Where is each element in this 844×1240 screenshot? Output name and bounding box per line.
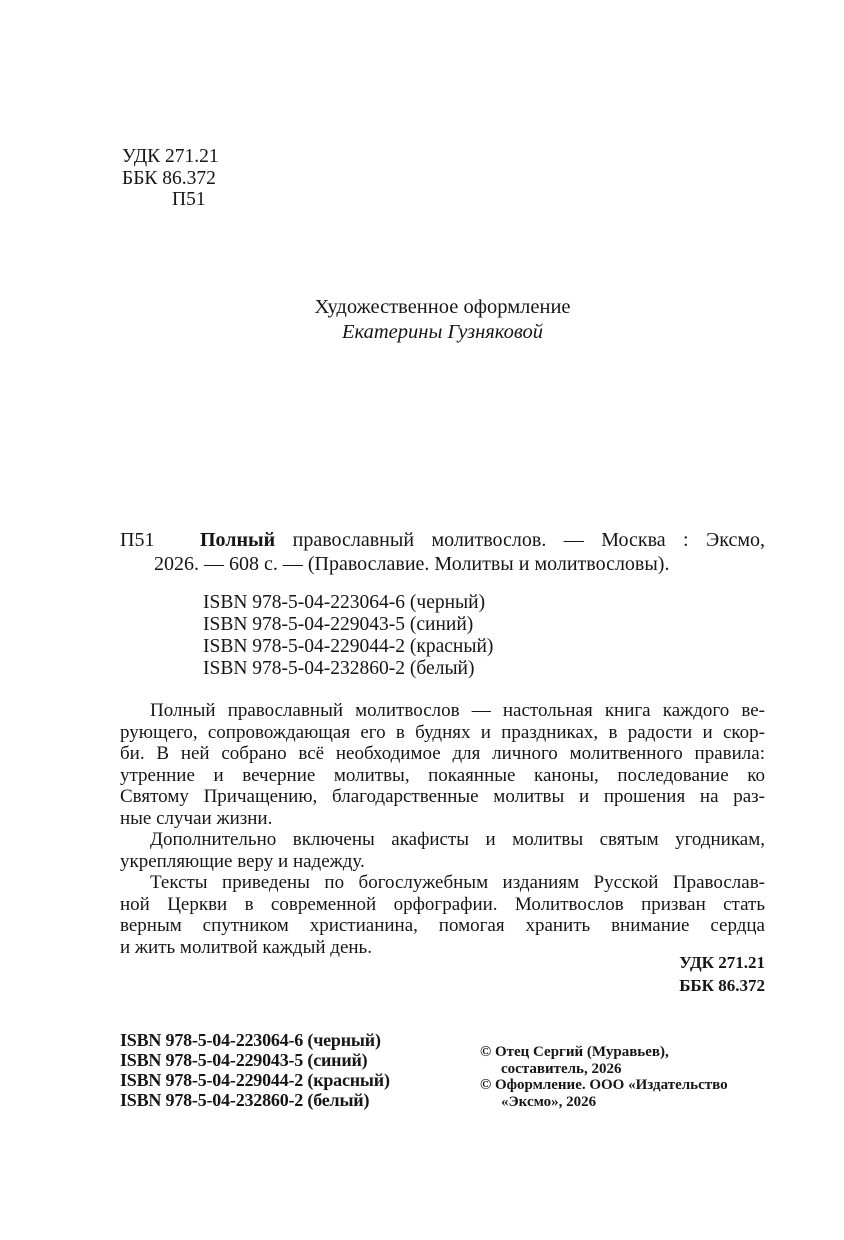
- copyright-block: [480, 1044, 800, 1110]
- text-line: ISBN 978-5-04-232860-2 (белый): [203, 658, 475, 679]
- text-line: Дополнительно включены акафисты и молитвы святым угодникам,: [150, 829, 765, 850]
- catalog-entry-line1: [120, 528, 765, 552]
- text-line: ISBN 978-5-04-229043-5 (синий): [120, 1050, 368, 1070]
- text-line: би. В ней собрано всё необходимое для личного молитвенного правила:: [120, 743, 765, 764]
- text-line: © Оформление. ООО «Издательство: [480, 1077, 728, 1093]
- text-line: ISBN 978-5-04-229044-2 (красный): [203, 636, 494, 657]
- catalog-title-rest: православный молитвослов. — Москва : Эксмо,: [275, 529, 765, 551]
- author-sign: П51: [172, 189, 206, 210]
- design-credit: [120, 295, 765, 345]
- isbn-list-bottom: [120, 1030, 390, 1110]
- text-line: верным спутником христианина, помогая хранить внимание сердца: [120, 915, 765, 936]
- bbk-code-bottom: ББК 86.372: [679, 975, 765, 995]
- text-line: и жить молитвой каждый день.: [120, 936, 372, 958]
- catalog-entry-line2: 2026. — 608 с. — (Православие. Молитвы и молитвословы).: [154, 553, 670, 575]
- text-line: ной Церкви в современной орфографии. Молитвослов призван стать: [120, 893, 765, 915]
- text-line: ISBN 978-5-04-223064-6 (черный): [120, 1030, 381, 1050]
- udk-code: УДК 271.21: [122, 146, 219, 167]
- udk-code-bottom: УДК 271.21: [679, 953, 765, 972]
- catalog-author-sign: П51: [120, 529, 155, 551]
- design-credit-name: Екатерины Гузняковой: [342, 321, 543, 343]
- text-line: ные случаи жизни.: [120, 807, 273, 829]
- isbn-list-top: [203, 592, 493, 680]
- catalog-title: Полный: [200, 529, 276, 551]
- design-credit-role: Художественное оформление: [314, 296, 571, 318]
- text-line: рующего, сопровождающая его в буднях и праздниках, в радости и скор-: [120, 721, 765, 743]
- annotation: [120, 700, 765, 958]
- text-line: © Отец Сергий (Муравьев),: [480, 1044, 669, 1060]
- text-line: составитель, 2026: [501, 1060, 622, 1077]
- catalog-entry: [120, 528, 765, 576]
- bibliographic-codes-bottom: [120, 952, 765, 997]
- text-line: «Эксмо», 2026: [501, 1093, 597, 1110]
- annotation-paragraph-1: [120, 700, 765, 829]
- text-line: ISBN 978-5-04-232860-2 (белый): [120, 1090, 370, 1110]
- annotation-paragraph-3: [120, 872, 765, 958]
- bibliographic-codes-top: [122, 146, 219, 211]
- text-line: укрепляющие веру и надежду.: [120, 850, 365, 872]
- text-line: ISBN 978-5-04-223064-6 (черный): [203, 592, 486, 613]
- text-line: Полный православный молитвослов — настольная книга каждого ве-: [150, 700, 765, 721]
- text-line: утренние и вечерние молитвы, покаянные каноны, последование ко: [120, 764, 765, 786]
- text-line: Тексты приведены по богослужебным изданиям Русской Православ-: [150, 872, 765, 893]
- bbk-code: ББК 86.372: [122, 167, 216, 189]
- text-line: ISBN 978-5-04-229044-2 (красный): [120, 1070, 390, 1090]
- text-line: ISBN 978-5-04-229043-5 (синий): [203, 614, 474, 635]
- text-line: Святому Причащению, благодарственные молитвы и прошения на раз-: [120, 786, 765, 807]
- annotation-paragraph-2: [120, 829, 765, 872]
